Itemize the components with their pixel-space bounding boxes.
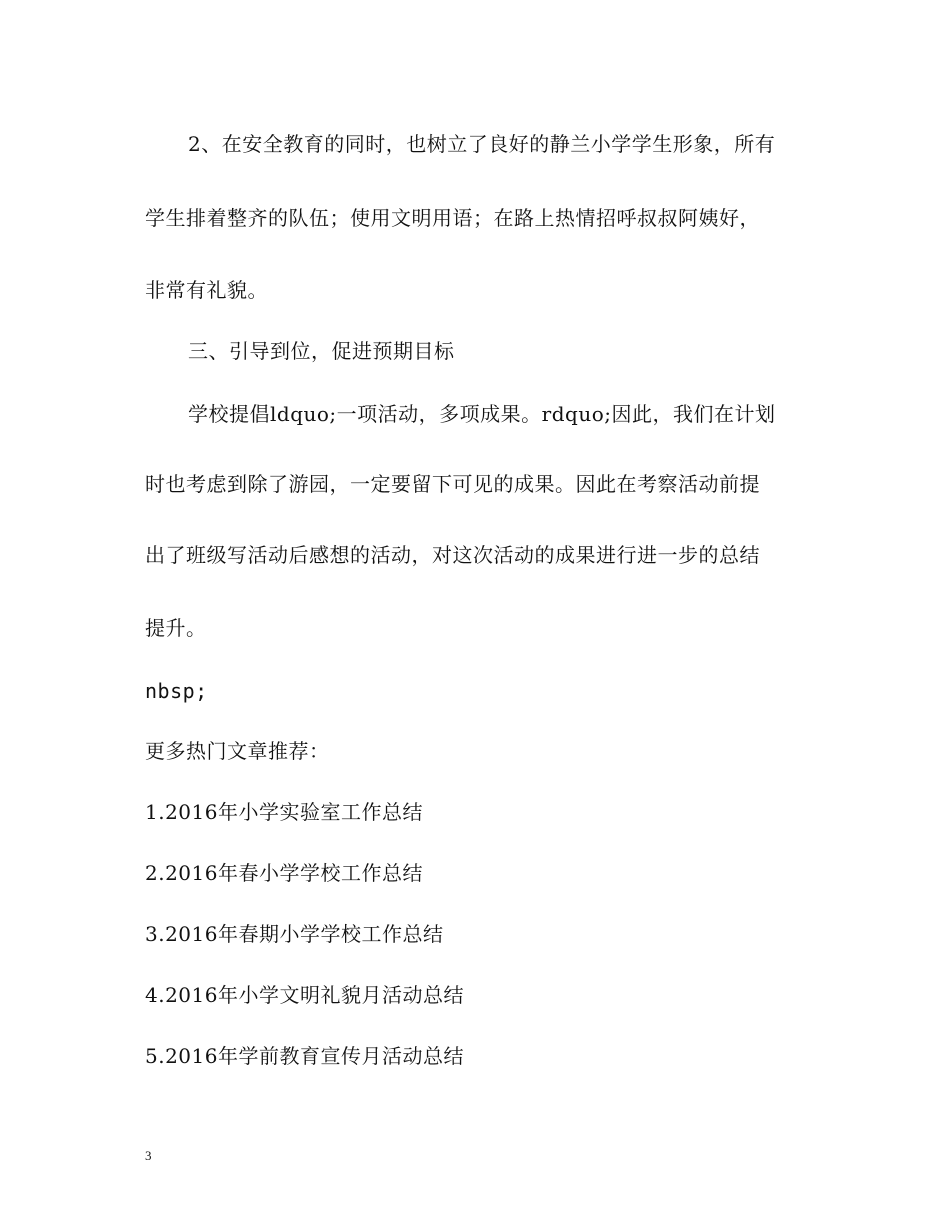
recommend-heading: 更多热门文章推荐：	[145, 739, 330, 763]
recommend-link[interactable]: 1.2016年小学实验室工作总结	[145, 800, 423, 824]
paragraph-line: 非常有礼貌。	[145, 278, 268, 302]
paragraph-line: 时也考虑到除了游园，一定要留下可见的成果。因此在考察活动前提	[145, 472, 760, 496]
recommend-link[interactable]: 5.2016年学前教育宣传月活动总结	[145, 1044, 464, 1068]
paragraph-line: 提升。	[145, 616, 207, 640]
nbsp-line: nbsp;	[145, 679, 208, 703]
section-heading: 三、引导到位，促进预期目标	[188, 339, 455, 363]
recommend-link[interactable]: 3.2016年春期小学学校工作总结	[145, 922, 444, 946]
recommend-link[interactable]: 4.2016年小学文明礼貌月活动总结	[145, 983, 464, 1007]
paragraph-line: 出了班级写活动后感想的活动，对这次活动的成果进行进一步的总结	[145, 543, 760, 567]
recommend-link[interactable]: 2.2016年春小学学校工作总结	[145, 861, 423, 885]
paragraph-line: 2、在安全教育的同时，也树立了良好的静兰小学学生形象，所有	[188, 132, 776, 156]
page-number: 3	[145, 1148, 152, 1163]
paragraph-line: 学校提倡ldquo;一项活动，多项成果。rdquo;因此，我们在计划	[188, 402, 776, 426]
paragraph-line: 学生排着整齐的队伍；使用文明用语；在路上热情招呼叔叔阿姨好，	[145, 206, 760, 230]
